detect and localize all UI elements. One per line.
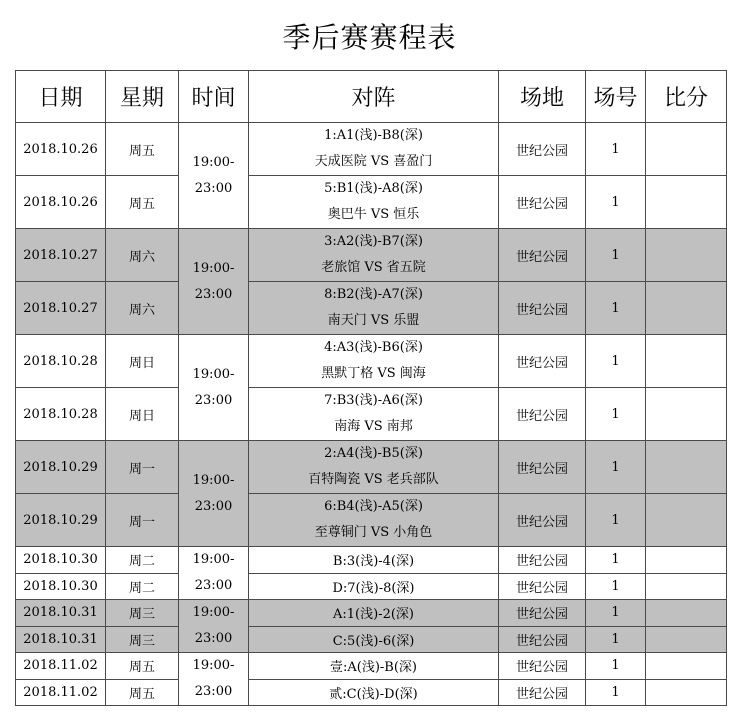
court-cell: 1	[586, 600, 646, 627]
time-start: 19:00-	[192, 260, 235, 276]
court-cell: 1	[586, 335, 646, 388]
header-time: 时间	[179, 71, 249, 123]
table-row	[16, 441, 727, 494]
score-cell[interactable]	[646, 441, 727, 494]
header-court: 场号	[586, 71, 646, 123]
venue-cell: 世纪公园	[499, 573, 586, 600]
time-start: 19:00-	[192, 472, 235, 488]
weekday-cell: 周二	[106, 573, 179, 600]
weekday-cell: 周三	[106, 626, 179, 653]
score-cell[interactable]	[646, 123, 727, 176]
weekday-cell: 周三	[106, 600, 179, 627]
venue-cell: 世纪公园	[499, 494, 586, 547]
date-cell: 2018.10.28	[16, 388, 106, 441]
header-matchup: 对阵	[249, 71, 499, 123]
court-cell: 1	[586, 679, 646, 706]
page-title: 季后赛赛程表	[282, 21, 457, 54]
venue-cell: 世纪公园	[499, 176, 586, 229]
time-start: 19:00-	[192, 154, 235, 170]
time-end: 23:00	[194, 286, 233, 302]
venue-cell: 世纪公园	[499, 600, 586, 627]
table-row	[16, 388, 727, 441]
match-teams: 南海 VS 南邦	[334, 419, 413, 434]
weekday-cell: 周六	[106, 282, 179, 335]
score-cell[interactable]	[646, 335, 727, 388]
date-cell: 2018.11.02	[16, 653, 106, 680]
score-cell[interactable]	[646, 388, 727, 441]
table-row	[16, 176, 727, 229]
date-cell: 2018.11.02	[16, 679, 106, 706]
time-cell	[179, 653, 249, 706]
score-cell[interactable]	[646, 547, 727, 574]
time-start: 19:00-	[192, 552, 235, 567]
table-row	[16, 653, 727, 680]
venue-cell: 世纪公园	[499, 653, 586, 680]
weekday-cell: 周一	[106, 441, 179, 494]
score-cell[interactable]	[646, 600, 727, 627]
court-cell: 1	[586, 653, 646, 680]
score-cell[interactable]	[646, 494, 727, 547]
matchup-cell: A:1(浅)-2(深)	[249, 600, 499, 627]
weekday-cell: 周五	[106, 176, 179, 229]
matchup-cell: 贰:C(浅)-D(深)	[249, 679, 499, 706]
venue-cell: 世纪公园	[499, 229, 586, 282]
match-code: 3:A2(浅)-B7(深)	[324, 234, 423, 249]
weekday-cell: 周五	[106, 123, 179, 176]
date-cell: 2018.10.28	[16, 335, 106, 388]
venue-cell: 世纪公园	[499, 441, 586, 494]
match-code: 6:B4(浅)-A5(深)	[324, 499, 423, 514]
table-row	[16, 547, 727, 574]
matchup-cell: B:3(浅)-4(深)	[249, 547, 499, 574]
matchup-cell: 壹:A(浅)-B(深)	[249, 653, 499, 680]
court-cell: 1	[586, 123, 646, 176]
table-row	[16, 335, 727, 388]
date-cell: 2018.10.29	[16, 494, 106, 547]
time-start: 19:00-	[192, 658, 235, 673]
matchup-cell	[249, 335, 499, 388]
match-teams: 天成医院 VS 喜盈门	[314, 154, 433, 169]
court-cell: 1	[586, 573, 646, 600]
schedule-table	[15, 70, 727, 706]
table-row	[16, 573, 727, 600]
match-teams: 奥巴牛 VS 恒乐	[327, 207, 420, 222]
match-code: 4:A3(浅)-B6(深)	[324, 340, 423, 355]
match-code: 7:B3(浅)-A6(深)	[324, 393, 423, 408]
header-score: 比分	[646, 71, 727, 123]
match-code: 1:A1(浅)-B8(深)	[324, 128, 423, 143]
matchup-cell	[249, 388, 499, 441]
score-cell[interactable]	[646, 282, 727, 335]
court-cell: 1	[586, 494, 646, 547]
date-cell: 2018.10.26	[16, 123, 106, 176]
matchup-cell	[249, 441, 499, 494]
table-row	[16, 494, 727, 547]
match-teams: 黑默丁格 VS 闽海	[321, 366, 426, 381]
score-cell[interactable]	[646, 229, 727, 282]
matchup-cell: D:7(浅)-8(深)	[249, 573, 499, 600]
time-end: 23:00	[194, 498, 233, 514]
match-teams: 百特陶瓷 VS 老兵部队	[308, 472, 439, 487]
matchup-cell: C:5(浅)-6(深)	[249, 626, 499, 653]
table-row	[16, 679, 727, 706]
time-cell	[179, 335, 249, 441]
time-cell	[179, 547, 249, 600]
venue-cell: 世纪公园	[499, 282, 586, 335]
header-venue: 场地	[499, 71, 586, 123]
venue-cell: 世纪公园	[499, 123, 586, 176]
venue-cell: 世纪公园	[499, 547, 586, 574]
time-start: 19:00-	[192, 366, 235, 382]
court-cell: 1	[586, 282, 646, 335]
table-row	[16, 282, 727, 335]
time-start: 19:00-	[192, 605, 235, 620]
date-cell: 2018.10.31	[16, 626, 106, 653]
match-code: 8:B2(浅)-A7(深)	[324, 287, 423, 302]
score-cell[interactable]	[646, 653, 727, 680]
date-cell: 2018.10.26	[16, 176, 106, 229]
table-row	[16, 229, 727, 282]
venue-cell: 世纪公园	[499, 335, 586, 388]
venue-cell: 世纪公园	[499, 388, 586, 441]
match-code: 2:A4(浅)-B5(深)	[324, 446, 423, 461]
time-end: 23:00	[194, 631, 233, 646]
venue-cell: 世纪公园	[499, 679, 586, 706]
table-row	[16, 600, 727, 627]
matchup-cell	[249, 494, 499, 547]
time-cell	[179, 441, 249, 547]
matchup-cell	[249, 176, 499, 229]
court-cell: 1	[586, 547, 646, 574]
match-teams: 南天门 VS 乐盟	[327, 313, 420, 328]
time-end: 23:00	[194, 684, 233, 699]
court-cell: 1	[586, 626, 646, 653]
date-cell: 2018.10.30	[16, 573, 106, 600]
time-end: 23:00	[194, 578, 233, 593]
weekday-cell: 周六	[106, 229, 179, 282]
matchup-cell	[249, 123, 499, 176]
court-cell: 1	[586, 441, 646, 494]
weekday-cell: 周五	[106, 679, 179, 706]
time-end: 23:00	[194, 180, 233, 196]
weekday-cell: 周一	[106, 494, 179, 547]
date-cell: 2018.10.27	[16, 229, 106, 282]
weekday-cell: 周日	[106, 335, 179, 388]
court-cell: 1	[586, 176, 646, 229]
matchup-cell	[249, 229, 499, 282]
match-teams: 老旅馆 VS 省五院	[321, 260, 426, 275]
date-cell: 2018.10.30	[16, 547, 106, 574]
weekday-cell: 周二	[106, 547, 179, 574]
header-date: 日期	[16, 71, 106, 123]
header-row	[16, 71, 727, 123]
time-end: 23:00	[194, 392, 233, 408]
date-cell: 2018.10.31	[16, 600, 106, 627]
score-cell[interactable]	[646, 176, 727, 229]
score-cell[interactable]	[646, 573, 727, 600]
matchup-cell	[249, 282, 499, 335]
weekday-cell: 周五	[106, 653, 179, 680]
table-row	[16, 626, 727, 653]
date-cell: 2018.10.29	[16, 441, 106, 494]
score-cell[interactable]	[646, 626, 727, 653]
time-cell	[179, 123, 249, 229]
time-cell	[179, 229, 249, 335]
venue-cell: 世纪公园	[499, 626, 586, 653]
weekday-cell: 周日	[106, 388, 179, 441]
court-cell: 1	[586, 388, 646, 441]
match-teams: 至尊铜门 VS 小角色	[314, 525, 433, 540]
match-code: 5:B1(浅)-A8(深)	[324, 181, 423, 196]
date-cell: 2018.10.27	[16, 282, 106, 335]
header-weekday: 星期	[106, 71, 179, 123]
score-cell[interactable]	[646, 679, 727, 706]
time-cell	[179, 600, 249, 653]
court-cell: 1	[586, 229, 646, 282]
table-row	[16, 123, 727, 176]
